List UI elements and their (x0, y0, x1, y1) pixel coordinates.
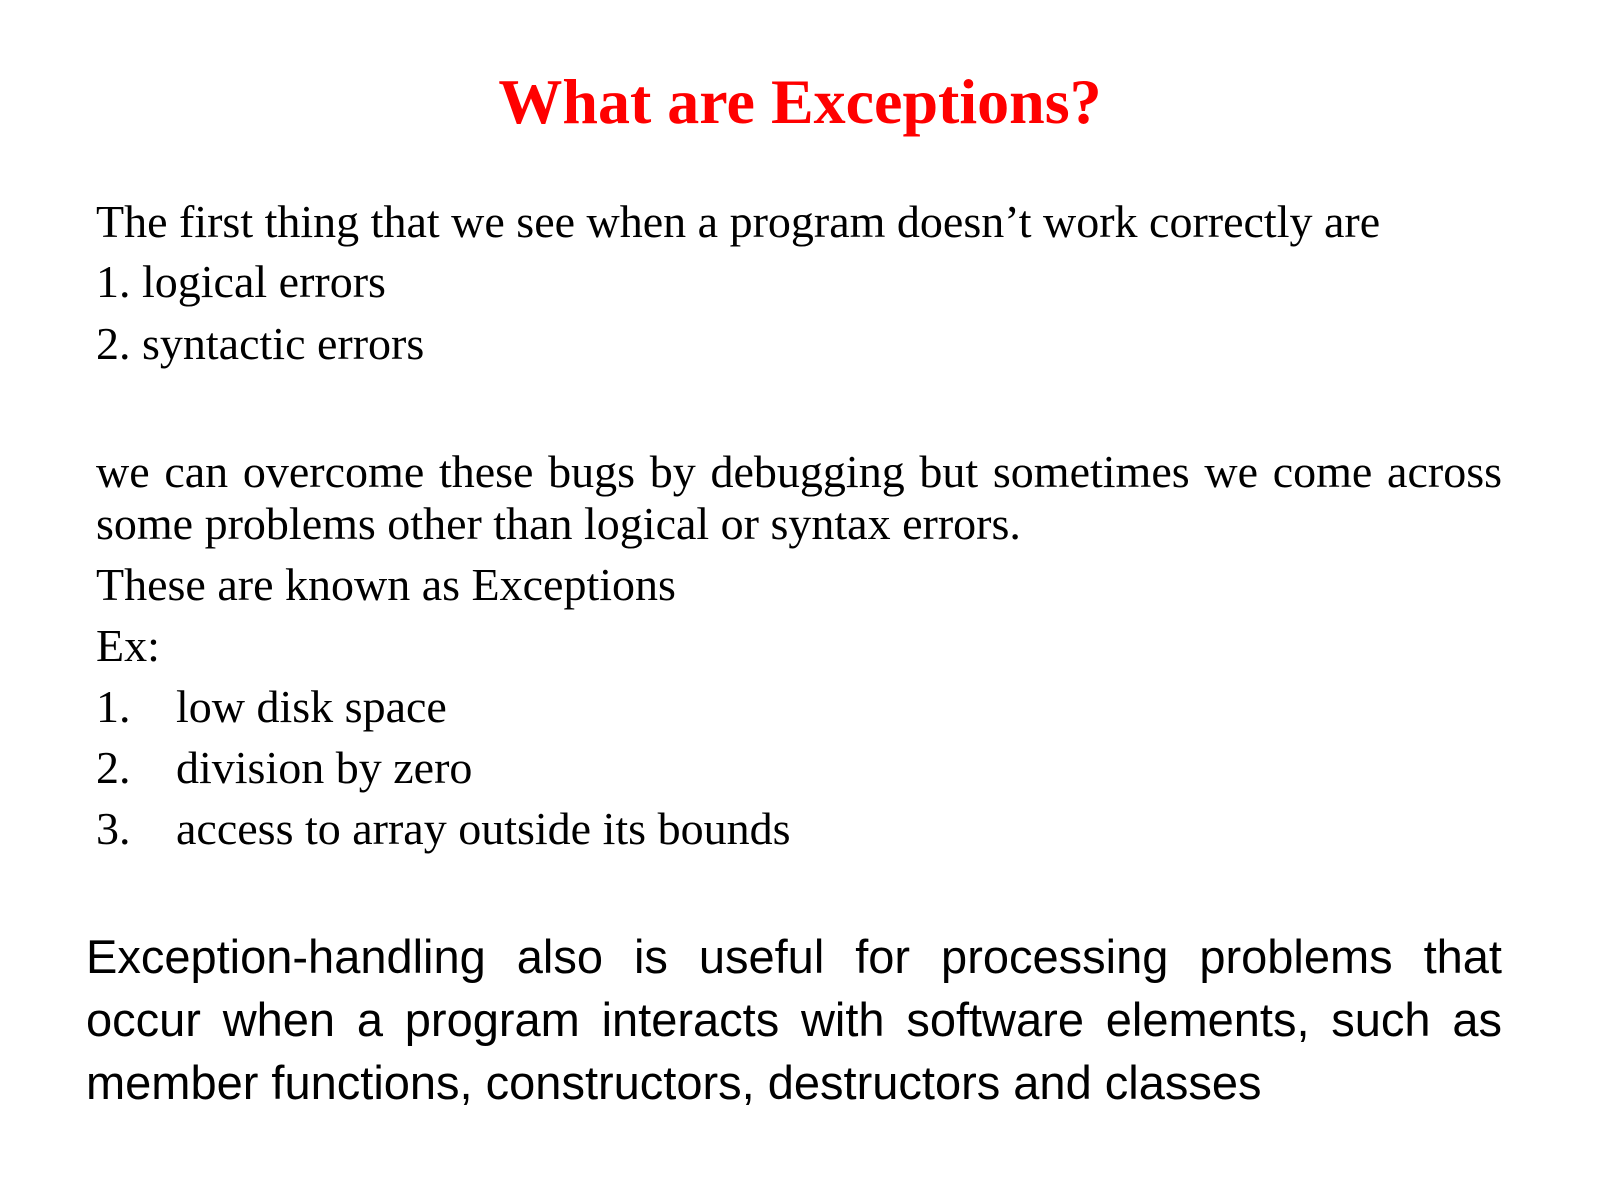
error-type-item: 1. logical errors (96, 256, 386, 307)
handling-paragraph: Exception-handling also is useful for processing problems that occur when a program interacts with software elements, such as member functions, constructors, destructors and classes (86, 930, 1502, 1109)
example-text: access to array outside its bounds (176, 803, 791, 854)
example-item (96, 679, 447, 735)
intro-text: The first thing that we see when a program doesn’t work correctly are (96, 196, 1381, 247)
example-text: division by zero (176, 742, 473, 793)
example-number: 1. (96, 681, 131, 732)
example-item (96, 801, 790, 857)
slide-title: What are Exceptions? (498, 66, 1102, 137)
overcome-paragraph: we can overcome these bugs by debugging but sometimes we come across some problems other than logical or syntax errors. (96, 446, 1502, 549)
error-type-item: 2. syntactic errors (96, 318, 425, 369)
known-as-text: These are known as Exceptions (96, 559, 676, 610)
example-number: 3. (96, 803, 131, 854)
example-text: low disk space (176, 681, 447, 732)
examples-label: Ex: (96, 620, 160, 671)
example-number: 2. (96, 742, 131, 793)
example-item (96, 740, 472, 796)
